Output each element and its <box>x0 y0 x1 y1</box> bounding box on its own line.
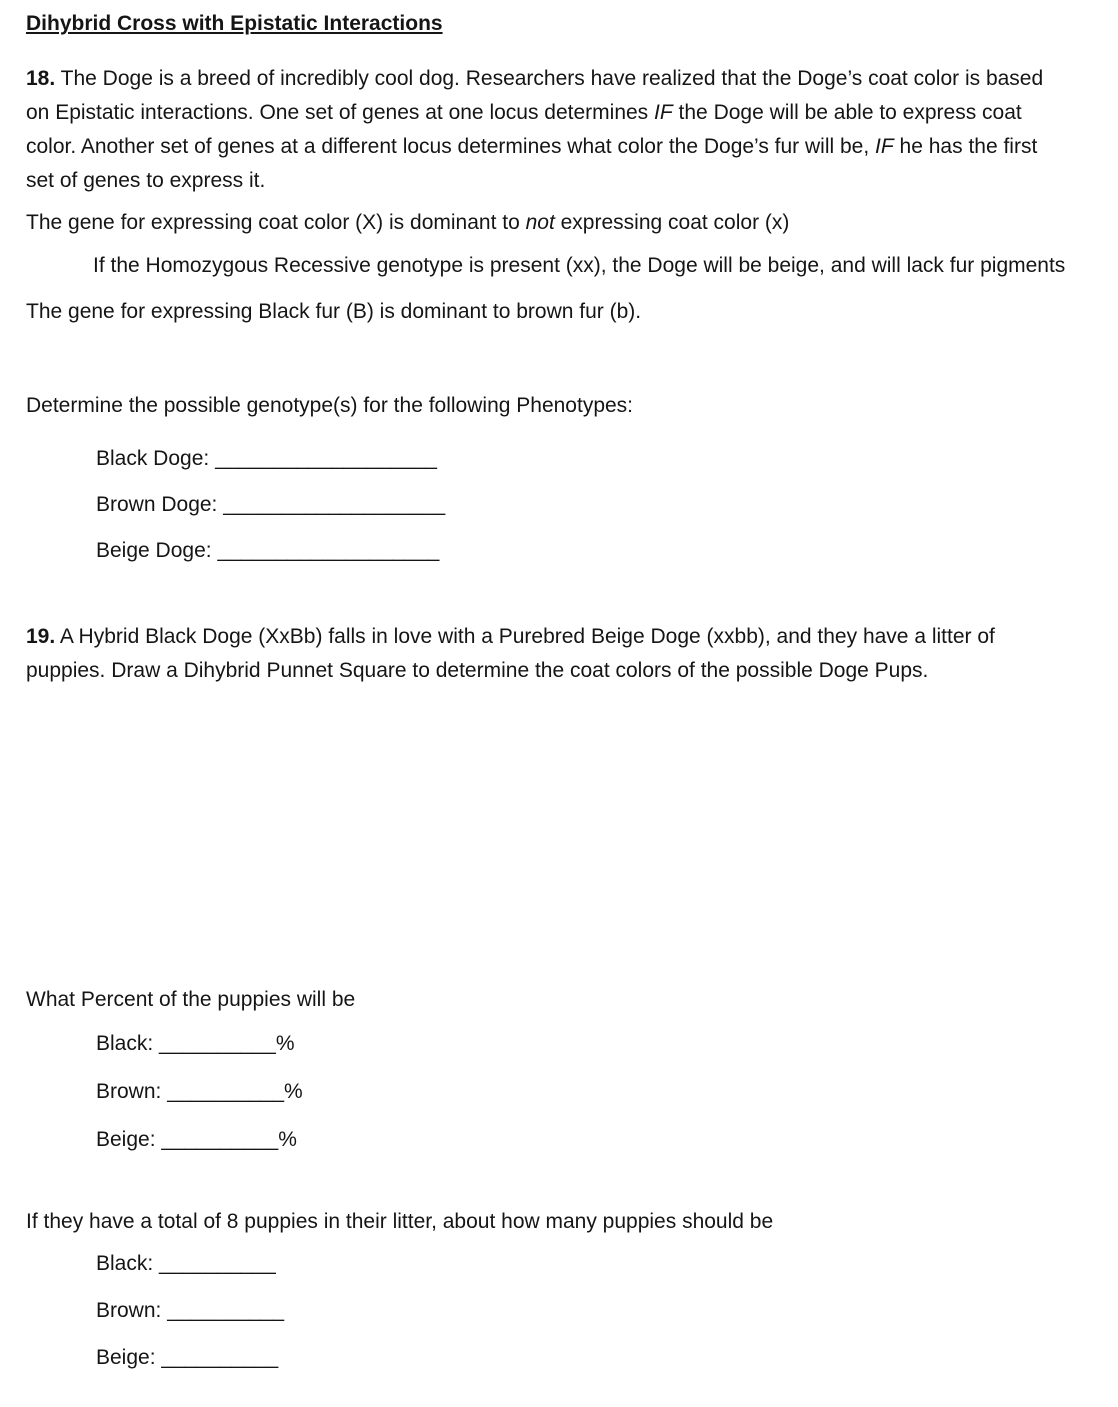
percent-row-beige <box>26 1123 1094 1157</box>
q19-line-1 <box>26 620 1094 654</box>
count-row-beige <box>26 1341 1094 1375</box>
q18-line-2-text-c: the Doge will be able to express coat <box>672 101 1022 124</box>
percent-brown-blank-line: __________ <box>167 1080 284 1103</box>
percent-beige-suffix: % <box>278 1128 297 1151</box>
q18-line-3-text-c: he has the first <box>893 135 1038 158</box>
percent-beige-blank-line: __________ <box>161 1128 279 1151</box>
black-doge-blank: ___________________ <box>215 447 437 470</box>
beige-doge-label: Beige Doge: <box>96 539 212 562</box>
q18-line-3-italic-if: IF <box>875 135 894 158</box>
percent-answer-rows <box>26 1027 1094 1157</box>
q19-line-2-text: puppies. Draw a Dihybrid Punnet Square to determine the coat colors of the possible Doge Pups. <box>26 659 929 682</box>
q18-line-3-text-a: color. Another set of genes at a different locus determines what color the Doge’s fur will be, <box>26 135 876 158</box>
genotype-prompt: Determine the possible genotype(s) for the following Phenotypes: <box>26 394 634 417</box>
percent-brown-label: Brown: <box>96 1080 162 1103</box>
q18-line-4 <box>26 164 1094 198</box>
count-beige-blank: __________ <box>161 1346 279 1369</box>
gene-x-recessive-note: If the Homozygous Recessive genotype is present (xx), the Doge will be beige, and will lack fur pigments <box>93 254 1066 277</box>
worksheet-title: Dihybrid Cross with Epistatic Interactions <box>26 12 443 35</box>
gene-x-italic-not: not <box>525 211 555 234</box>
count-brown-label: Brown: <box>96 1299 162 1322</box>
q19-line-1-text: A Hybrid Black Doge (XxBb) falls in love with a Purebred Beige Doge (xxbb), and they have a litter of <box>55 625 995 648</box>
q18-line-2-text-a: on Epistatic interactions. One set of genes at one locus determines <box>26 101 655 124</box>
genotype-answer-rows <box>26 442 1094 568</box>
count-beige-label: Beige: <box>96 1346 156 1369</box>
percent-black-suffix: % <box>275 1032 295 1055</box>
percent-brown-blank <box>167 1080 302 1103</box>
q18-line-2-italic-if: IF <box>654 101 673 124</box>
gene-x-rule <box>26 206 1094 240</box>
q19-number: 19. <box>26 625 56 648</box>
q18-line-3 <box>26 130 1094 164</box>
genotype-row-black <box>26 442 1094 476</box>
gene-b-rule: The gene for expressing Black fur (B) is dominant to brown fur (b). <box>26 300 642 323</box>
q18-line-1-text: The Doge is a breed of incredibly cool dog. Researchers have realized that the Doge’s coat color is based <box>55 67 1044 90</box>
q18-line-1 <box>26 62 1094 96</box>
genotype-row-brown <box>26 488 1094 522</box>
gene-x-text-c: expressing coat color (x) <box>554 211 790 234</box>
count-brown-blank: __________ <box>167 1299 284 1322</box>
percent-row-brown <box>26 1075 1094 1109</box>
q18-number: 18. <box>26 67 56 90</box>
count-black-label: Black: <box>96 1252 154 1275</box>
gene-x-text-a: The gene for expressing coat color (X) is dominant to <box>26 211 526 234</box>
percent-beige-label: Beige: <box>96 1128 156 1151</box>
genotype-row-beige <box>26 534 1094 568</box>
brown-doge-blank: ___________________ <box>223 493 446 516</box>
count-row-black <box>26 1247 1094 1281</box>
percent-black-blank <box>159 1032 294 1055</box>
beige-doge-blank: ___________________ <box>217 539 440 562</box>
percent-black-label: Black: <box>96 1032 154 1055</box>
q18-line-4-text: set of genes to express it. <box>26 169 266 192</box>
question-18 <box>26 62 1094 198</box>
count-answer-rows <box>26 1247 1094 1375</box>
brown-doge-label: Brown Doge: <box>96 493 218 516</box>
percent-brown-suffix: % <box>284 1080 303 1103</box>
percent-prompt: What Percent of the puppies will be <box>26 988 356 1011</box>
question-19 <box>26 620 1094 688</box>
percent-row-black <box>26 1027 1094 1061</box>
q18-line-2 <box>26 96 1094 130</box>
black-doge-label: Black Doge: <box>96 447 210 470</box>
count-row-brown <box>26 1294 1094 1328</box>
q19-line-2 <box>26 654 1094 688</box>
count-black-blank: __________ <box>159 1252 276 1275</box>
percent-black-blank-line: __________ <box>159 1032 276 1055</box>
count-prompt: If they have a total of 8 puppies in their litter, about how many puppies should be <box>26 1210 774 1233</box>
percent-beige-blank <box>161 1128 296 1151</box>
